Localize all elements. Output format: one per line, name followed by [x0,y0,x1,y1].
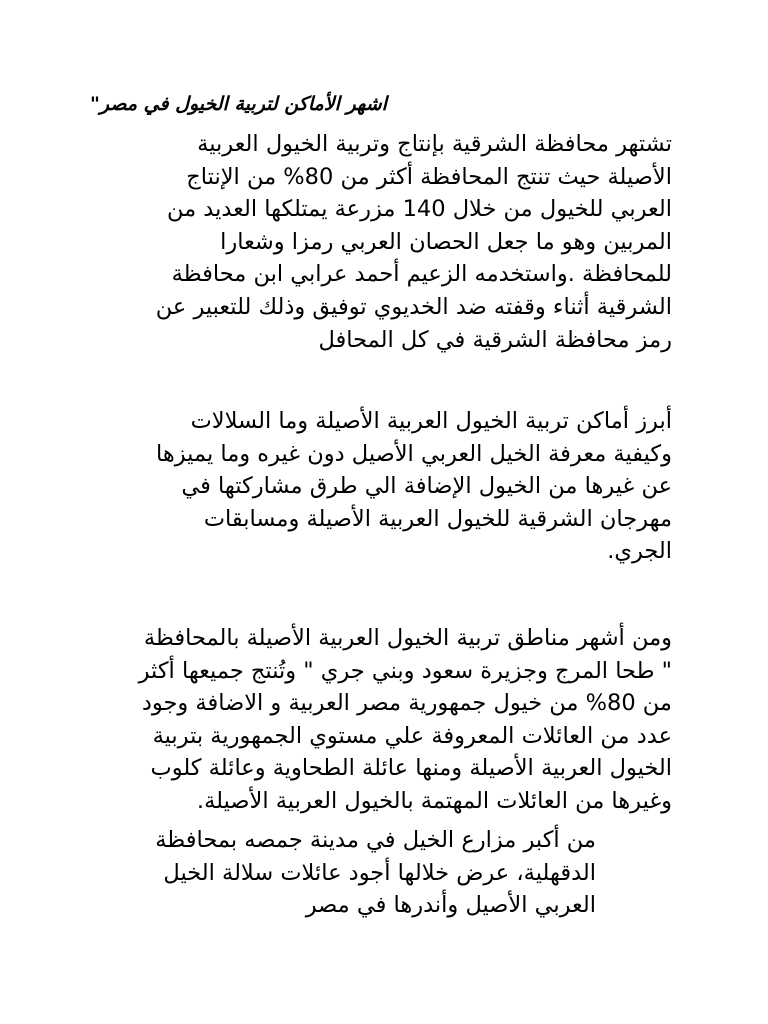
text-line: وغيرها من العائلات المهتمة بالخيول العربية الأصيلة. [196,787,672,814]
text-line: من أكبر مزارع الخيل في مدينة جمصه بمحافظة [155,827,596,853]
text-line: العربي الأصيل وأندرها في مصر [305,892,596,919]
paragraph-2 [86,405,672,568]
text-line: تشتهر محافظة الشرقية بإنتاج وتربية الخيول العربية [197,131,672,157]
text-line: أبرز أماكن تربية الخيول العربية الأصيلة وما السلالات [190,408,672,434]
text-line: " طحا المرج وجزيرة سعود وبني جري " وتُنتج جميعها أكثر [138,657,672,684]
text-line: من 80% من خيول جمهورية مصر العربية و الاضافة وجود [141,690,672,717]
text-line: الخيول العربية الأصيلة ومنها عائلة الطحاوية وعائلة كلوب [150,755,672,782]
text-line: عدد من العائلات المعروفة علي مستوي الجمهورية بتربية [152,722,672,749]
text-line: رمز محافظة الشرقية في كل المحافل [318,326,672,353]
text-line: وكيفية معرفة الخيل العربي الأصيل دون غيره وما يميزها [156,440,672,467]
text-line: الجري. [607,538,672,565]
paragraph-1 [86,128,672,356]
text-line: المربين وهو ما جعل الحصان العربي رمزا وشعارا [220,228,672,255]
text-line: الشرقية أثناء وقفته ضد الخديوي توفيق وذلك للتعبير عن [155,293,672,320]
text-line: الأصيلة حيث تنتج المحافظة أكثر من 80% من الإنتاج [186,163,672,190]
text-line: للمحافظة .واستخدمه الزعيم أحمد عرابي ابن محافظة [171,261,672,288]
document-title: اشهر الأماكن لتربية الخيول في مصر" [90,93,387,115]
text-line: ومن أشهر مناطق تربية الخيول العربية الأصيلة بالمحافظة [143,625,672,651]
text-line: العربي للخيول من خلال 140 مزرعة يمتلكها العديد من [166,196,672,223]
text-line: مهرجان الشرقية للخيول العربية الأصيلة ومسابقات [203,505,672,532]
paragraph-4 [86,824,596,922]
paragraph-3 [86,622,672,818]
text-line: عن غيرها من الخيول الإضافة الي طرق مشاركتها في [181,473,672,500]
text-line: الدقهلية، عرض خلالها أجود عائلات سلالة الخيل [163,859,596,886]
